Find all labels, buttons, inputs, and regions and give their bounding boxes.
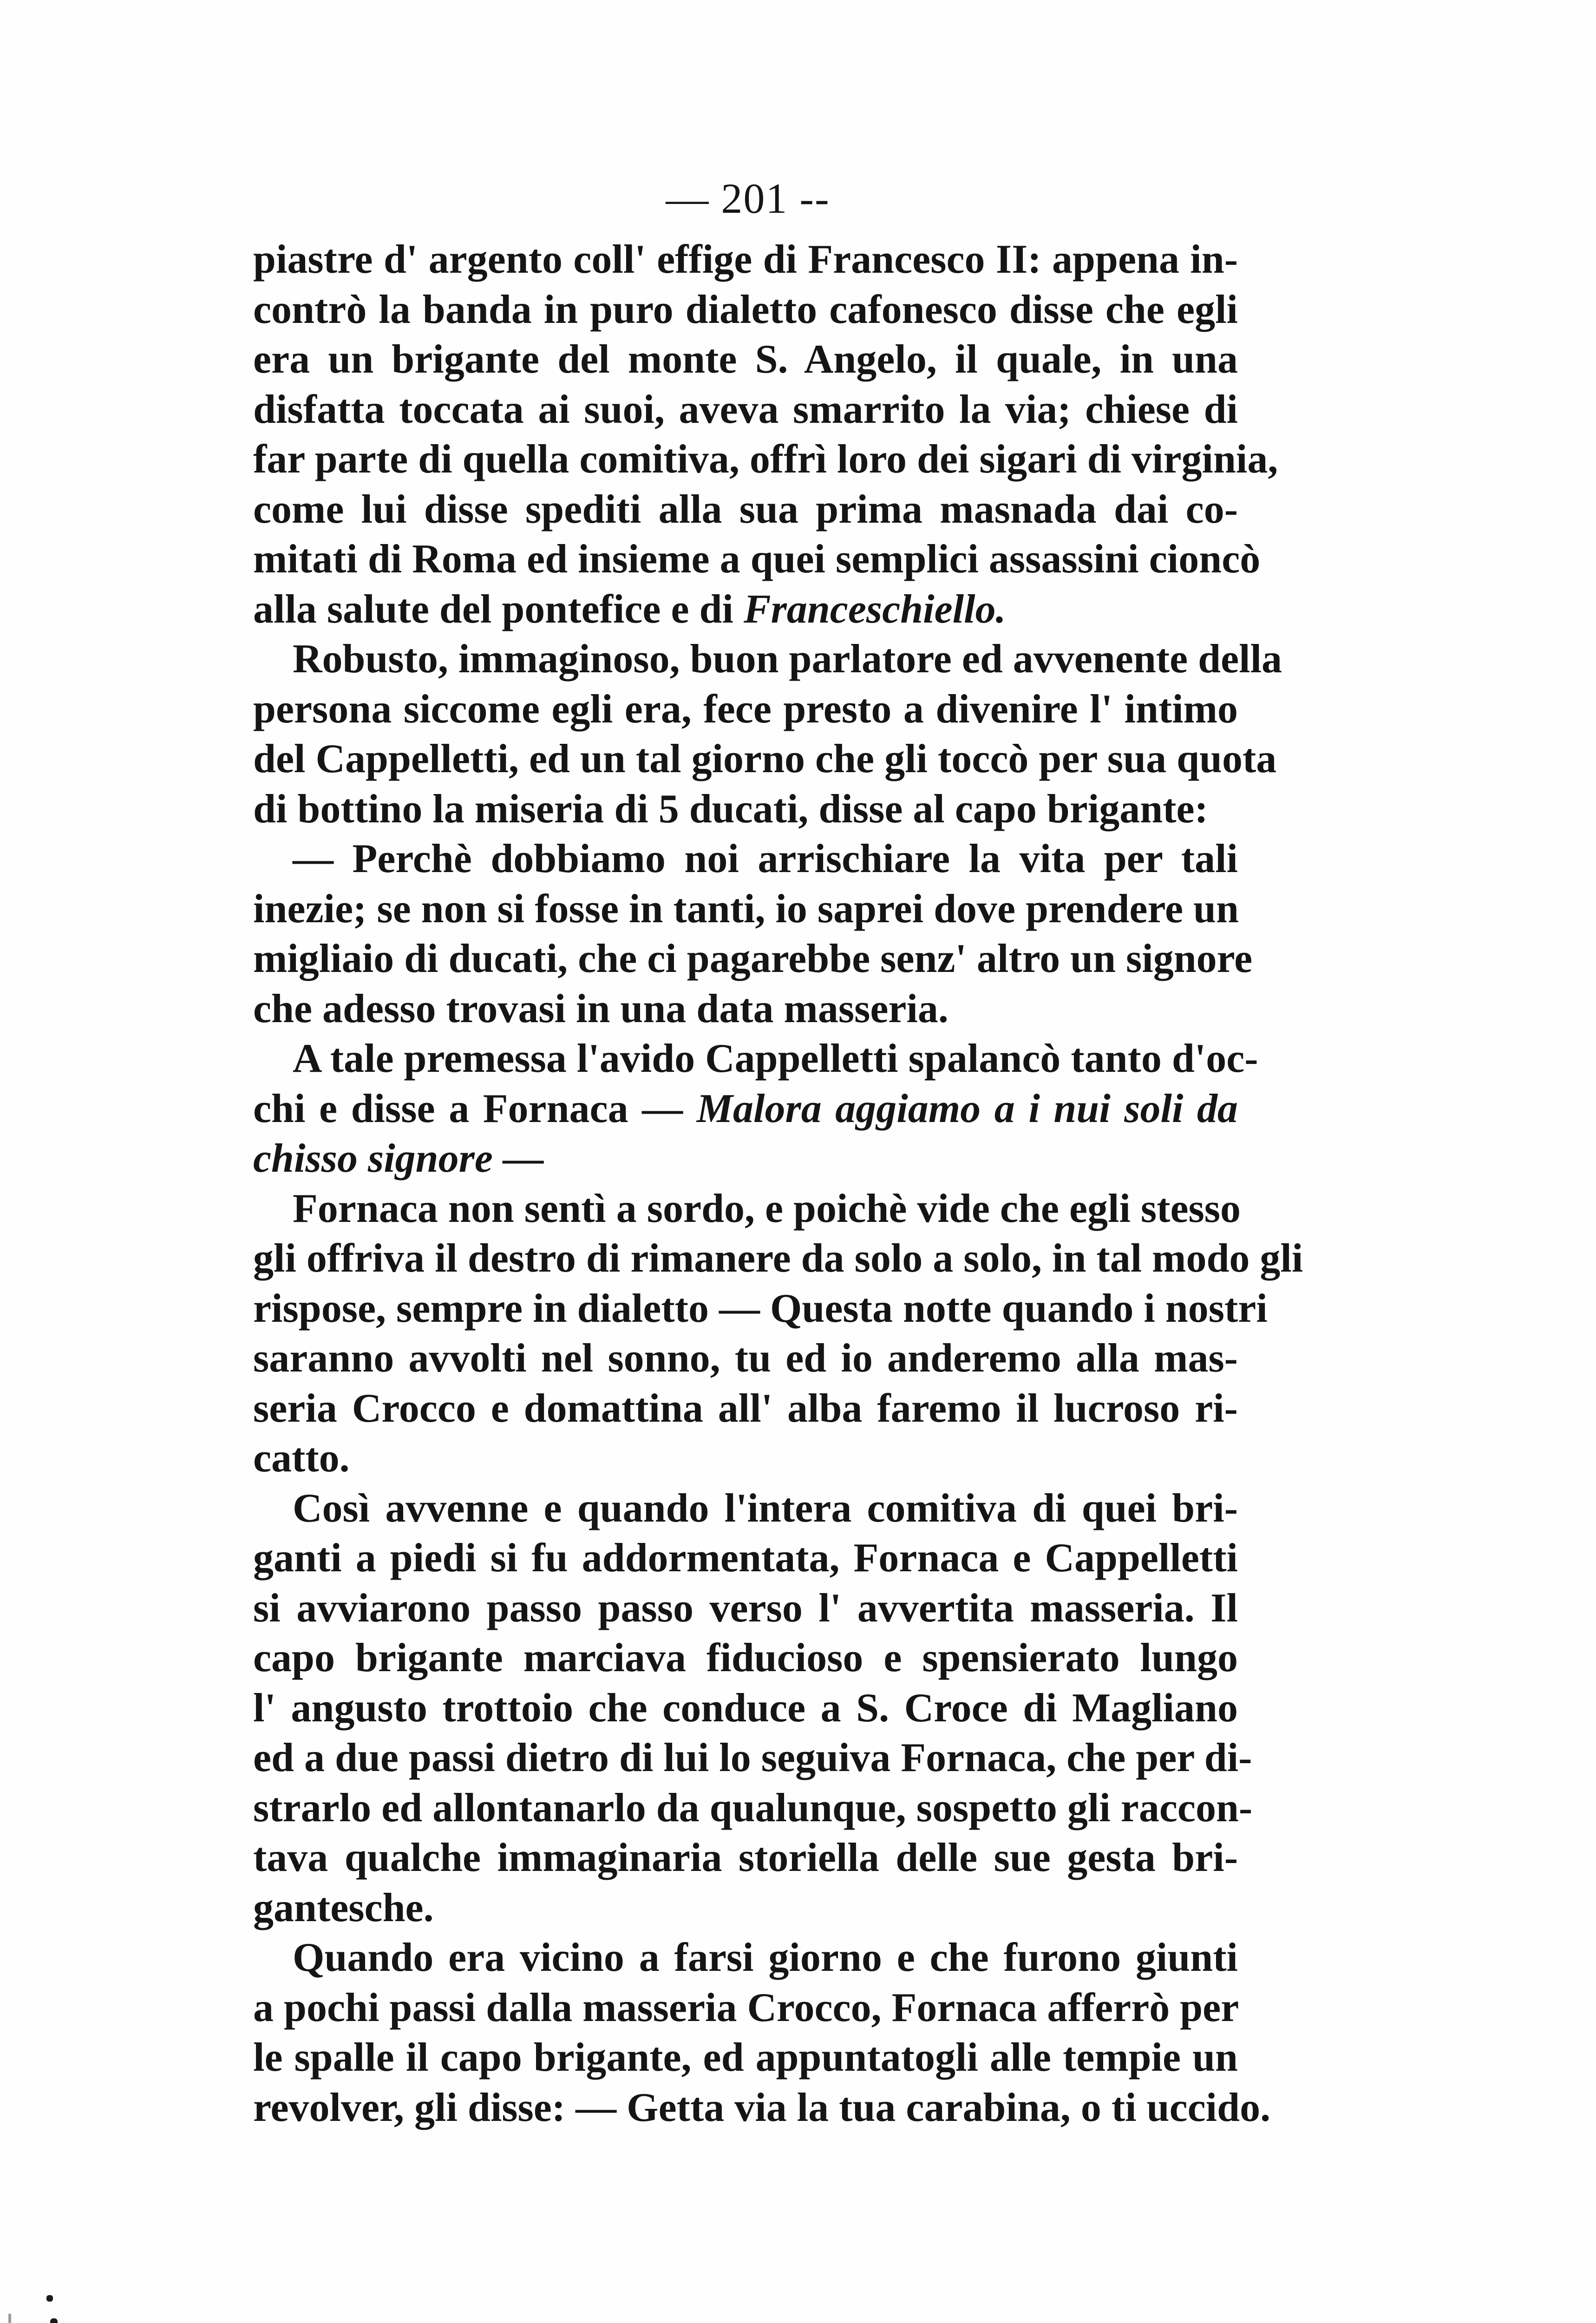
text-line bbox=[253, 1883, 1238, 1933]
text-segment: che adesso trovasi in una data masseria. bbox=[253, 986, 948, 1031]
text-line bbox=[253, 1384, 1238, 1434]
text-segment: si avviarono passo passo verso l' avvertita masseria. Il bbox=[253, 1585, 1238, 1631]
print-artifact-marks bbox=[0, 2263, 195, 2323]
text-segment: come lui disse spediti alla sua prima masnada dai co- bbox=[253, 486, 1238, 532]
text-line bbox=[253, 1533, 1238, 1583]
text-segment: Così avvenne e quando l'intera comitiva di quei bri- bbox=[293, 1485, 1238, 1531]
text-line bbox=[253, 1633, 1238, 1683]
text-line bbox=[253, 385, 1238, 435]
text-line bbox=[253, 884, 1238, 934]
text-line bbox=[253, 1733, 1252, 1783]
text-segment: Robusto, immaginoso, buon parlatore ed avvenente della bbox=[293, 637, 1282, 682]
text-line bbox=[253, 1833, 1238, 1883]
text-segment: migliaio di ducati, che ci pagarebbe senz' altro un signore bbox=[253, 936, 1253, 981]
text-segment: del Cappelletti, ed un tal giorno che gli toccò per sua quota bbox=[253, 736, 1277, 781]
text-line bbox=[253, 1983, 1238, 2033]
text-line bbox=[253, 1683, 1238, 1733]
text-segment: capo brigante marciava fiducioso e spensierato lungo bbox=[253, 1635, 1238, 1680]
page-number: — 201 -- bbox=[666, 175, 830, 222]
text-segment: Fornaca non sentì a sordo, e poichè vide che egli stesso bbox=[293, 1186, 1241, 1231]
italic-text-segment: Malora aggiamo a i nui soli da bbox=[696, 1086, 1238, 1131]
text-segment: far parte di quella comitiva, offrì loro dei sigari di virginia, bbox=[253, 437, 1278, 482]
text-line bbox=[253, 784, 1238, 834]
text-segment: strarlo ed allontanarlo da qualunque, sospetto gli raccon- bbox=[253, 1785, 1253, 1831]
text-segment: piastre d' argento coll' effige di Francesco II: appena in- bbox=[253, 237, 1238, 282]
text-line bbox=[253, 1184, 1241, 1234]
text-segment: A tale premessa l'avido Cappelletti spalancò tanto d'oc- bbox=[293, 1036, 1258, 1081]
text-line bbox=[253, 2083, 1271, 2133]
text-line bbox=[253, 934, 1253, 984]
text-segment: catto. bbox=[253, 1436, 350, 1481]
text-line bbox=[253, 1433, 1238, 1483]
text-line bbox=[253, 1134, 1238, 1184]
text-line bbox=[253, 984, 1238, 1034]
text-segment: gli offriva il destro di rimanere da solo a solo, in tal modo gli bbox=[253, 1236, 1303, 1281]
text-line bbox=[253, 1783, 1253, 1833]
text-segment: mitati di Roma ed insieme a quei semplici assassini cioncò bbox=[253, 537, 1261, 582]
text-segment: di bottino la miseria di 5 ducati, disse al capo brigante: bbox=[253, 786, 1208, 832]
text-segment: revolver, gli disse: — Getta via la tua carabina, o ti uccido. bbox=[253, 2085, 1271, 2130]
text-line bbox=[253, 1034, 1258, 1084]
italic-text-segment: Franceschiello. bbox=[743, 586, 1006, 632]
text-line bbox=[253, 1933, 1238, 1983]
text-line bbox=[253, 634, 1282, 684]
text-segment: seria Crocco e domattina all' alba faremo il lucroso ri- bbox=[253, 1385, 1238, 1431]
text-segment: Quando era vicino a farsi giorno e che furono giunti bbox=[293, 1935, 1238, 1980]
text-line bbox=[253, 734, 1277, 784]
text-segment: ganti a piedi si fu addormentata, Fornaca e Cappelletti bbox=[253, 1536, 1238, 1581]
text-segment: rispose, sempre in dialetto — Questa notte quando i nostri bbox=[253, 1286, 1268, 1331]
text-segment: era un brigante del monte S. Angelo, il quale, in una bbox=[253, 337, 1238, 382]
text-segment: ed a due passi dietro di lui lo seguiva Fornaca, che per di- bbox=[253, 1735, 1252, 1780]
text-line bbox=[253, 1284, 1268, 1334]
text-segment: contrò la banda in puro dialetto cafonesco disse che egli bbox=[253, 287, 1238, 332]
text-line bbox=[253, 335, 1238, 385]
text-segment: tava qualche immaginaria storiella delle sue gesta bri- bbox=[253, 1835, 1238, 1880]
text-line bbox=[253, 834, 1238, 884]
text-line bbox=[253, 1583, 1238, 1634]
text-segment: inezie; se non si fosse in tanti, io saprei dove prendere un bbox=[253, 886, 1239, 932]
text-line bbox=[253, 1483, 1238, 1534]
text-line bbox=[253, 1234, 1303, 1284]
text-line bbox=[253, 684, 1238, 735]
text-line bbox=[253, 434, 1278, 485]
text-line bbox=[253, 485, 1238, 535]
text-segment: l' angusto trottoio che conduce a S. Croce di Magliano bbox=[253, 1685, 1238, 1731]
text-segment: disfatta toccata ai suoi, aveva smarrito la via; chiese di bbox=[253, 387, 1238, 432]
italic-text-segment: chisso signore — bbox=[253, 1136, 544, 1181]
text-segment: alla salute del pontefice e di bbox=[253, 586, 744, 632]
text-line bbox=[253, 584, 1238, 635]
body-text bbox=[253, 235, 1303, 2133]
text-segment: saranno avvolti nel sonno, tu ed io anderemo alla mas- bbox=[253, 1336, 1238, 1381]
text-segment: persona siccome egli era, fece presto a divenire l' intimo bbox=[253, 686, 1238, 732]
text-line bbox=[253, 2033, 1238, 2083]
text-line bbox=[253, 534, 1261, 584]
text-segment: chi e disse a Fornaca — bbox=[253, 1086, 697, 1131]
text-segment: a pochi passi dalla masseria Crocco, Fornaca afferrò per bbox=[253, 1985, 1239, 2030]
text-line bbox=[253, 285, 1238, 335]
text-segment: — Perchè dobbiamo noi arrischiare la vita per tali bbox=[293, 836, 1238, 881]
text-line bbox=[253, 1333, 1238, 1384]
text-line bbox=[253, 235, 1238, 285]
text-segment: gantesche. bbox=[253, 1885, 434, 1930]
text-segment: le spalle il capo brigante, ed appuntatogli alle tempie un bbox=[253, 2035, 1238, 2080]
text-line bbox=[253, 1084, 1238, 1134]
